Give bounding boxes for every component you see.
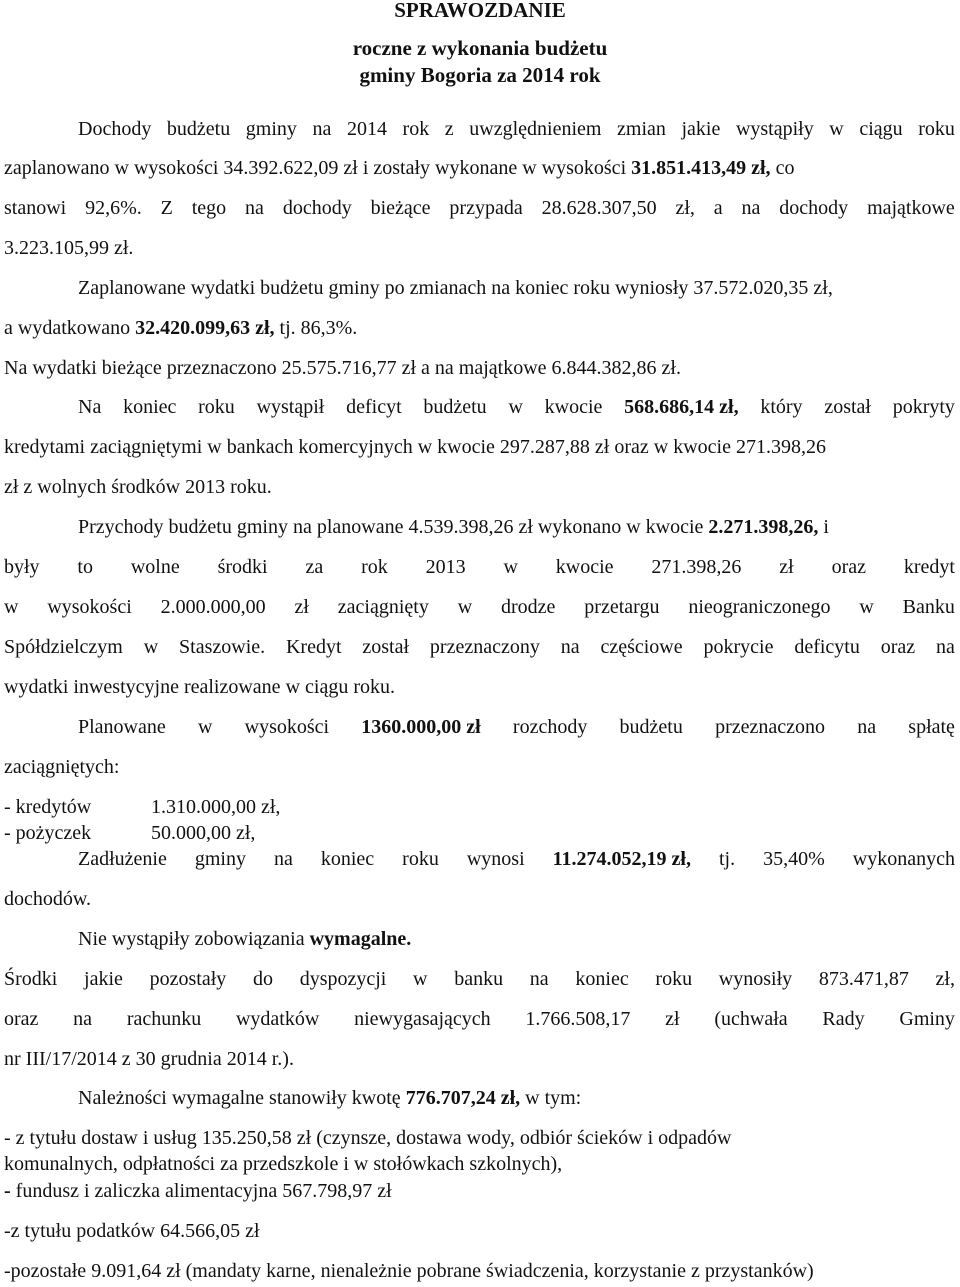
p7-bold: wymagalne. — [309, 928, 412, 950]
p4-line4 — [4, 636, 955, 659]
word: rok — [361, 556, 388, 578]
word: wystąpiły — [735, 118, 814, 140]
word: dochody — [779, 197, 849, 219]
p8-line1 — [4, 968, 955, 991]
word: wykonanych — [852, 848, 955, 870]
word: Spółdzielczym — [4, 636, 123, 658]
word: oraz — [4, 1008, 39, 1030]
p7-text: Nie wystąpiły zobowiązania — [78, 928, 305, 950]
word: pokrycie — [703, 636, 774, 658]
word: Planowane — [78, 716, 166, 738]
word: częściowe — [600, 636, 683, 658]
word: wynosiły — [718, 968, 793, 990]
word: w — [508, 396, 523, 418]
word: na — [312, 118, 332, 140]
word: przetargu — [584, 596, 660, 618]
p9-amount: 776.707,24 zł, — [405, 1087, 521, 1109]
word: były — [4, 556, 40, 578]
word: przeznaczono — [715, 716, 825, 738]
word: roku — [655, 968, 693, 990]
word: tego — [191, 197, 227, 219]
word: wydatków — [235, 1008, 320, 1030]
word: jakie — [84, 968, 123, 990]
word: wolne — [130, 556, 180, 578]
word: w — [197, 716, 213, 738]
word: rozchody — [512, 716, 588, 738]
p6-line2: dochodów. — [4, 888, 92, 910]
word: na — [560, 636, 580, 658]
item-pozostale: -pozostałe 9.091,64 zł (mandaty karne, nienależnie pobrane świadczenia, korzystanie z przystanków) — [4, 1260, 814, 1282]
p7-line — [78, 928, 411, 951]
word: deficytu — [794, 636, 860, 658]
word: wysokości — [244, 716, 330, 738]
p4-line2 — [4, 556, 955, 579]
word: niewygasających — [354, 1008, 491, 1030]
item-fundusz-text: fundusz i zaliczka alimentacyjna 567.798,97 zł — [15, 1180, 392, 1202]
word: oraz — [880, 636, 916, 658]
word: banku — [454, 968, 504, 990]
word: 35,40% — [763, 848, 825, 870]
word: zł — [665, 1008, 680, 1030]
word: koniec — [320, 848, 375, 870]
word: w — [859, 596, 874, 618]
p4-line1-amount: 2.271.398,26, — [708, 516, 819, 538]
word: spłatę — [908, 716, 955, 738]
p1-line3 — [4, 197, 955, 220]
word: 873.471,87 — [818, 968, 909, 990]
phrase: 1360.000,00 zł — [361, 716, 481, 738]
p5-line1 — [78, 716, 955, 739]
word: oraz — [831, 556, 866, 578]
word: 2.000.000,00 — [160, 596, 266, 618]
word: Na — [78, 396, 102, 418]
word: wystąpił — [256, 396, 325, 418]
item-dostawy-line1: - z tytułu dostaw i usług 135.250,58 zł (czynsze, dostawa wody, odbiór ścieków i odpadów — [4, 1127, 732, 1149]
word: wysokości — [47, 596, 132, 618]
word: Kredyt — [285, 636, 342, 658]
word: to — [77, 556, 93, 578]
p4-line1-text: Przychody budżetu gminy na planowane 4.539.398,26 zł wykonano w kwocie — [78, 516, 704, 538]
word: na — [273, 848, 293, 870]
word: zł, — [935, 968, 955, 990]
word: kwocie — [555, 556, 614, 578]
word: kredyt — [903, 556, 955, 578]
word: do — [252, 968, 273, 990]
word: pokryty — [892, 396, 955, 418]
word: Banku — [902, 596, 955, 618]
p3-line1 — [78, 396, 955, 419]
p8-line2 — [4, 1008, 955, 1031]
p4-line3 — [4, 596, 955, 619]
word: został — [362, 636, 410, 658]
p3-line2: kredytami zaciągniętymi w bankach komercyjnych w kwocie 297.287,88 zł oraz w kwocie 271.398,26 — [4, 436, 826, 458]
word: na — [935, 636, 955, 658]
report-title: SPRAWOZDANIE — [394, 0, 566, 22]
report-subtitle-1: roczne z wykonania budżetu — [352, 36, 608, 60]
p1-line2-text: zaplanowano w wysokości 34.392.622,09 zł i zostały wykonane w wysokości — [4, 157, 627, 179]
word: pozostały — [149, 968, 227, 990]
p6-line1 — [78, 848, 955, 871]
word: z — [444, 118, 454, 140]
word: w — [457, 596, 473, 618]
p1-line2 — [4, 157, 794, 180]
word: 2013 — [425, 556, 466, 578]
word: Staszowie. — [179, 636, 266, 658]
word: gminy — [245, 118, 297, 140]
p1-line2-end: co — [775, 157, 795, 179]
debt-kredytow-label: - kredytów — [4, 796, 92, 818]
word: który — [760, 396, 803, 418]
word: Dochody — [78, 118, 152, 140]
word: na — [529, 968, 549, 990]
word: nieograniczonego — [688, 596, 831, 618]
word: wynosi — [466, 848, 525, 870]
word: koniec — [123, 396, 177, 418]
word: zaciągnięty — [337, 596, 429, 618]
word: a — [713, 197, 723, 219]
word: deficyt — [346, 396, 402, 418]
word: w — [143, 636, 159, 658]
word: dyspozycji — [299, 968, 387, 990]
word: budżetu — [166, 118, 231, 140]
word: zł, — [675, 197, 695, 219]
word: na — [245, 197, 264, 219]
word: uwzględnieniem — [469, 118, 602, 140]
word: zł — [779, 556, 794, 578]
debt-pozyczek-label: - pożyczek — [4, 822, 92, 844]
p4-line5: wydatki inwestycyjne realizowane w ciągu roku. — [4, 676, 395, 698]
p5-line2: zaciągniętych: — [4, 756, 120, 778]
word: przeznaczony — [429, 636, 540, 658]
p2-line1: Zaplanowane wydatki budżetu gminy po zmianach na koniec roku wyniosły 37.572.020,35 zł, — [78, 277, 833, 299]
p4-line1-end: i — [823, 516, 829, 538]
word: Gminy — [899, 1008, 955, 1030]
p9-end: w tym: — [525, 1087, 582, 1109]
p2-line2-end: tj. 86,3%. — [279, 317, 358, 339]
word: tj. — [718, 848, 736, 870]
word: zł — [294, 596, 309, 618]
p4-line1 — [78, 516, 829, 539]
word: w — [413, 968, 428, 990]
word: 2014 — [346, 118, 387, 140]
word: ciągu — [859, 118, 903, 140]
p1-line2-total: 31.851.413,49 zł, — [631, 157, 771, 179]
word: Środki — [4, 968, 58, 990]
word: (uchwała — [714, 1008, 788, 1030]
p8-line3: nr III/17/2014 z 30 grudnia 2014 r.). — [4, 1048, 294, 1070]
word: rok — [402, 118, 430, 140]
item-fundusz-dash: - — [4, 1180, 11, 1202]
p2-line2 — [4, 317, 357, 340]
word: przypada — [449, 197, 523, 219]
word: 28.628.307,50 — [541, 197, 657, 219]
word: stanowi — [4, 197, 67, 219]
p1-line4: 3.223.105,99 zł. — [4, 237, 134, 259]
p9-text: Należności wymagalne stanowiły kwotę — [78, 1087, 401, 1109]
word: został — [824, 396, 871, 418]
word: na — [73, 1008, 93, 1030]
word: środki — [217, 556, 268, 578]
word: budżetu — [619, 716, 683, 738]
p2-line2-text: a wydatkowano — [4, 317, 131, 339]
word: jakie — [681, 118, 721, 140]
p2-line3: Na wydatki bieżące przeznaczono 25.575.716,77 zł a na majątkowe 6.844.382,86 zł. — [4, 357, 681, 379]
item-podatki: -z tytułu podatków 64.566,05 zł — [4, 1220, 260, 1242]
word: roku — [918, 118, 955, 140]
p3-line3: zł z wolnych środków 2013 roku. — [4, 476, 272, 498]
word: bieżące — [370, 197, 431, 219]
p2-line2-amount: 32.420.099,63 zł, — [135, 317, 275, 339]
phrase: 568.686,14 zł, — [624, 396, 739, 418]
debt-pozyczek-value: 50.000,00 zł, — [151, 822, 256, 844]
p9-line — [78, 1087, 581, 1110]
word: gminy — [194, 848, 246, 870]
word: za — [305, 556, 324, 578]
word: kwocie — [544, 396, 603, 418]
word: zmian — [617, 118, 666, 140]
word: roku — [402, 848, 439, 870]
word: majątkowe — [867, 197, 955, 219]
word: dochody — [282, 197, 352, 219]
word: w — [829, 118, 844, 140]
word: Zadłużenie — [78, 848, 167, 870]
word: drodze — [501, 596, 556, 618]
p1-line1 — [78, 118, 955, 141]
item-fundusz — [4, 1180, 392, 1203]
debt-kredytow-value: 1.310.000,00 zł, — [151, 796, 281, 818]
word: Z — [160, 197, 173, 219]
word: na — [741, 197, 761, 219]
word: 271.398,26 — [651, 556, 742, 578]
word: budżetu — [423, 396, 487, 418]
word: na — [857, 716, 877, 738]
word: w — [4, 596, 19, 618]
word: rachunku — [126, 1008, 202, 1030]
word: koniec — [575, 968, 629, 990]
word: 92,6%. — [85, 197, 142, 219]
item-dostawy-line2: komunalnych, odpłatności za przedszkole i w stołówkach szkolnych), — [4, 1153, 563, 1175]
report-subtitle-2: gminy Bogoria za 2014 rok — [359, 63, 601, 87]
word: w — [503, 556, 518, 578]
phrase: 11.274.052,19 zł, — [552, 848, 691, 870]
word: Rady — [822, 1008, 865, 1030]
word: 1.766.508,17 — [525, 1008, 631, 1030]
word: roku — [198, 396, 235, 418]
